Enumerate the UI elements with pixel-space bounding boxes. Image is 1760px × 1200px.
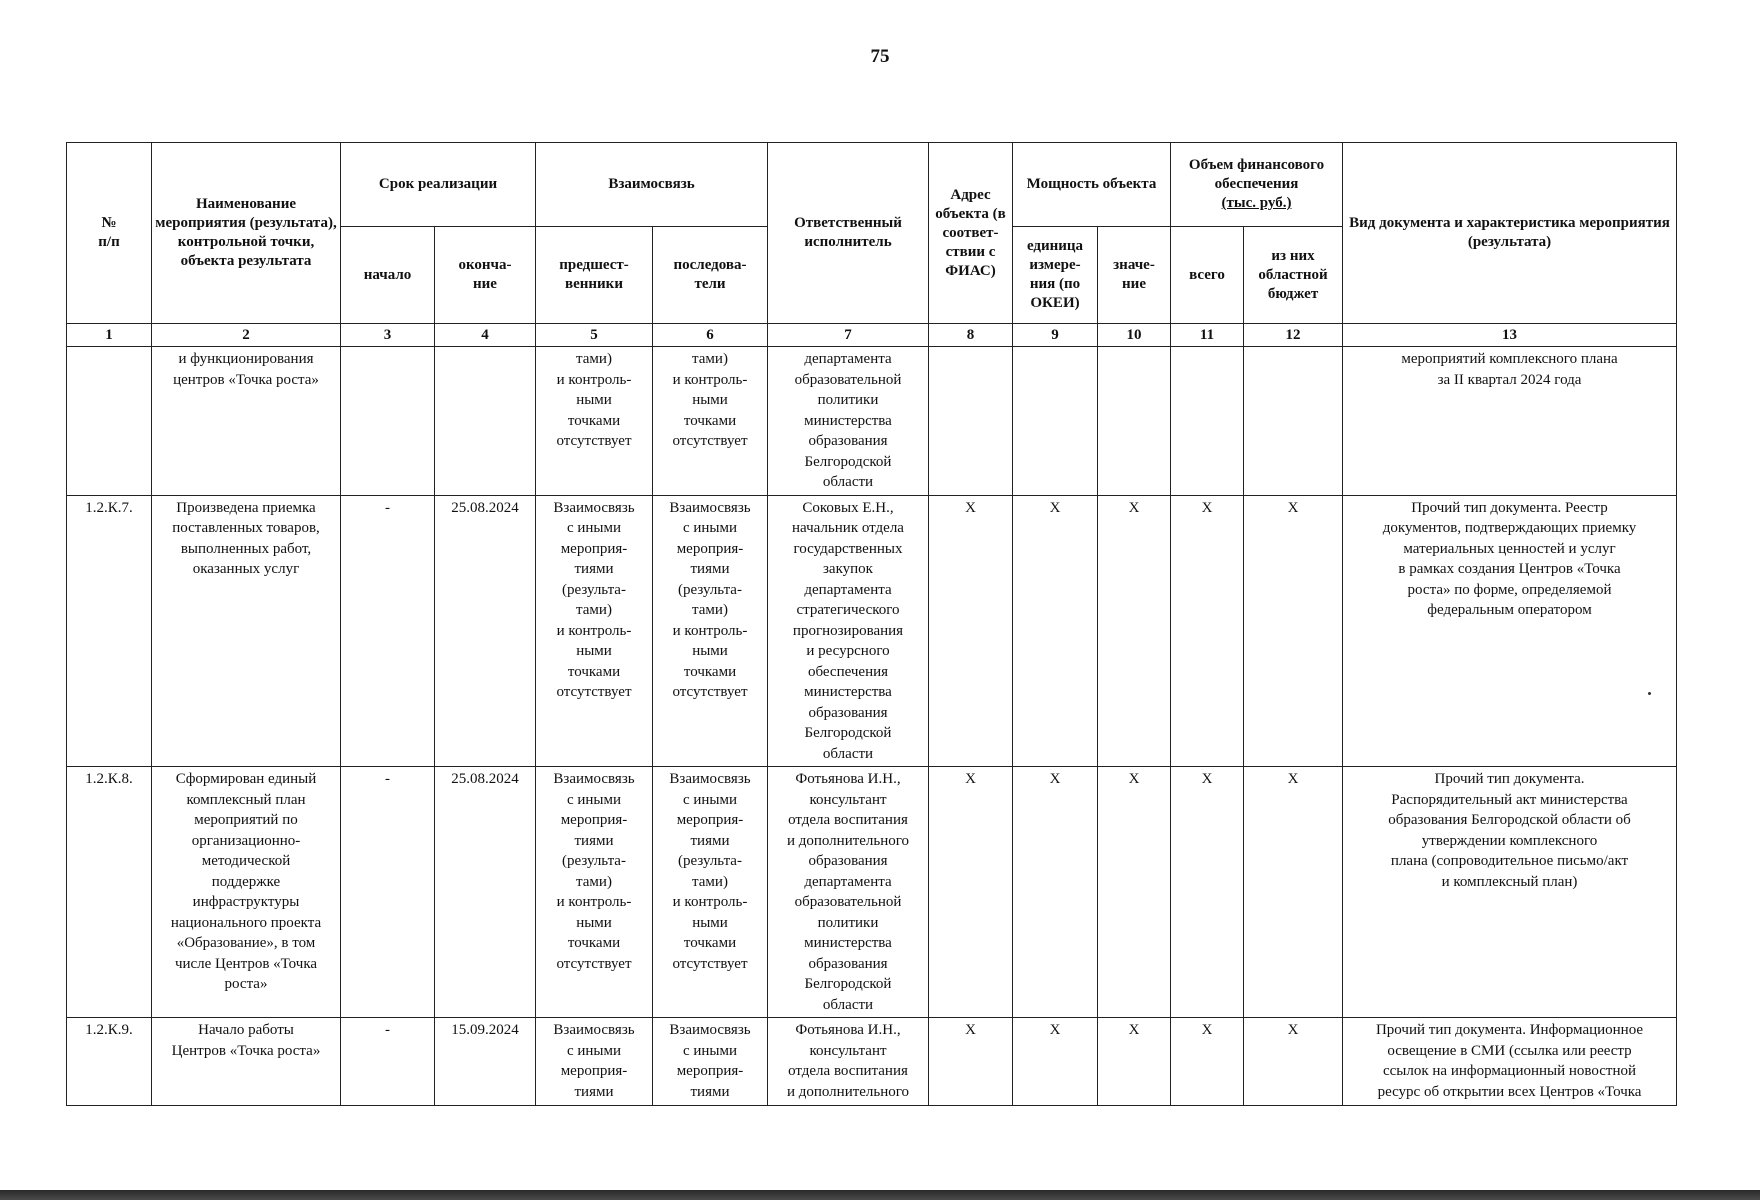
row-responsible: Фотьянова И.Н., консультант отдела воспитания и дополнительного образования департамента образовательной политики министерства образования Белгородской области	[768, 767, 929, 1018]
column-number: 7	[768, 324, 929, 347]
table-row	[67, 495, 1677, 767]
column-number: 13	[1343, 324, 1677, 347]
row-address: X	[929, 1018, 1013, 1106]
plan-table	[66, 142, 1677, 1106]
header-doc-type: Вид документа и характеристика мероприятия (результата)	[1343, 143, 1677, 324]
row-address: X	[929, 767, 1013, 1018]
table-row	[67, 347, 1677, 496]
row-regional	[1244, 347, 1343, 496]
row-name: Начало работы Центров «Точка роста»	[152, 1018, 341, 1106]
row-name: Произведена приемка поставленных товаров, выполненных работ, оказанных услуг	[152, 495, 341, 767]
row-address	[929, 347, 1013, 496]
row-successors: Взаимосвязь с иными мероприя- тиями (результа- тами) и контроль- ными точками отсутствует	[653, 495, 768, 767]
column-number: 4	[435, 324, 536, 347]
row-number: 1.2.К.7.	[67, 495, 152, 767]
row-successors: Взаимосвязь с иными мероприя- тиями	[653, 1018, 768, 1106]
header-term: Срок реализации	[341, 143, 536, 227]
column-number: 3	[341, 324, 435, 347]
header-regional: из них областной бюджет	[1244, 227, 1343, 324]
column-number: 2	[152, 324, 341, 347]
row-total: X	[1171, 767, 1244, 1018]
row-start: -	[341, 767, 435, 1018]
row-responsible: департамента образовательной политики министерства образования Белгородской области	[768, 347, 929, 496]
row-value	[1098, 347, 1171, 496]
table-row	[67, 1018, 1677, 1106]
header-finance	[1171, 143, 1343, 227]
row-predecessors: Взаимосвязь с иными мероприя- тиями (результа- тами) и контроль- ными точками отсутствует	[536, 495, 653, 767]
table-body	[67, 347, 1677, 1106]
row-number	[67, 347, 152, 496]
row-value: X	[1098, 1018, 1171, 1106]
scan-speck	[1648, 692, 1651, 695]
row-value: X	[1098, 767, 1171, 1018]
column-number: 8	[929, 324, 1013, 347]
header-capacity: Мощность объекта	[1013, 143, 1171, 227]
row-successors: тами) и контроль- ными точками отсутствует	[653, 347, 768, 496]
row-start: -	[341, 495, 435, 767]
header-term-start: начало	[341, 227, 435, 324]
page-number: 75	[870, 46, 890, 67]
row-unit: X	[1013, 767, 1098, 1018]
row-doc: Прочий тип документа. Реестр документов, подтверждающих приемку материальных ценностей и услуг в рамках создания Центров «Точка роста» по форме, определяемой федеральным оператором	[1343, 495, 1677, 767]
header-address: Адрес объекта (в соответ- ствии с ФИАС)	[929, 143, 1013, 324]
header-link-prev: предшест- венники	[536, 227, 653, 324]
row-total: X	[1171, 1018, 1244, 1106]
row-end: 15.09.2024	[435, 1018, 536, 1106]
row-regional: X	[1244, 767, 1343, 1018]
row-value: X	[1098, 495, 1171, 767]
row-number: 1.2.К.9.	[67, 1018, 152, 1106]
table-header	[67, 143, 1677, 347]
row-predecessors: тами) и контроль- ными точками отсутствует	[536, 347, 653, 496]
row-successors: Взаимосвязь с иными мероприя- тиями (результа- тами) и контроль- ными точками отсутствует	[653, 767, 768, 1018]
row-responsible: Фотьянова И.Н., консультант отдела воспитания и дополнительного	[768, 1018, 929, 1106]
table-row	[67, 767, 1677, 1018]
row-end	[435, 347, 536, 496]
row-start: -	[341, 1018, 435, 1106]
row-total	[1171, 347, 1244, 496]
row-address: X	[929, 495, 1013, 767]
column-number: 5	[536, 324, 653, 347]
header-total: всего	[1171, 227, 1244, 324]
row-responsible: Соковых Е.Н., начальник отдела государственных закупок департамента стратегического прогнозирования и ресурсного обеспечения министерства образования Белгородской области	[768, 495, 929, 767]
row-unit: X	[1013, 495, 1098, 767]
row-start	[341, 347, 435, 496]
header-value: значе- ние	[1098, 227, 1171, 324]
header-number: № п/п	[67, 143, 152, 324]
row-regional: X	[1244, 1018, 1343, 1106]
row-total: X	[1171, 495, 1244, 767]
header-name: Наименование мероприятия (результата), контрольной точки, объекта результата	[152, 143, 341, 324]
row-regional: X	[1244, 495, 1343, 767]
row-end: 25.08.2024	[435, 495, 536, 767]
row-unit: X	[1013, 1018, 1098, 1106]
row-doc: Прочий тип документа. Информационное освещение в СМИ (ссылка или реестр ссылок на информационный новостной ресурс об открытии всех Центров «Точка	[1343, 1018, 1677, 1106]
row-predecessors: Взаимосвязь с иными мероприя- тиями	[536, 1018, 653, 1106]
scan-edge-bar	[0, 1190, 1760, 1200]
header-link: Взаимосвязь	[536, 143, 768, 227]
column-number: 9	[1013, 324, 1098, 347]
column-number: 11	[1171, 324, 1244, 347]
row-number: 1.2.К.8.	[67, 767, 152, 1018]
header-term-end: оконча- ние	[435, 227, 536, 324]
column-number: 10	[1098, 324, 1171, 347]
column-number: 12	[1244, 324, 1343, 347]
column-number: 6	[653, 324, 768, 347]
column-number-row	[67, 324, 1677, 347]
row-name: и функционирования центров «Точка роста»	[152, 347, 341, 496]
row-name: Сформирован единый комплексный план мероприятий по организационно- методической поддержке инфраструктуры национального проекта «Образование», в том числе Центров «Точка роста»	[152, 767, 341, 1018]
header-finance-label: Объем финансового обеспечения	[1188, 157, 1325, 192]
row-doc: мероприятий комплексного плана за II квартал 2024 года	[1343, 347, 1677, 496]
row-doc: Прочий тип документа. Распорядительный акт министерства образования Белгородской области об утверждении комплексного плана (сопроводительное письмо/акт и комплексный план)	[1343, 767, 1677, 1018]
column-number: 1	[67, 324, 152, 347]
header-unit: единица измере- ния (по ОКЕИ)	[1013, 227, 1098, 324]
header-finance-unit: (тыс. руб.)	[1221, 195, 1292, 211]
header-link-next: последова- тели	[653, 227, 768, 324]
row-predecessors: Взаимосвязь с иными мероприя- тиями (результа- тами) и контроль- ными точками отсутствует	[536, 767, 653, 1018]
row-end: 25.08.2024	[435, 767, 536, 1018]
row-unit	[1013, 347, 1098, 496]
header-responsible: Ответственный исполнитель	[768, 143, 929, 324]
